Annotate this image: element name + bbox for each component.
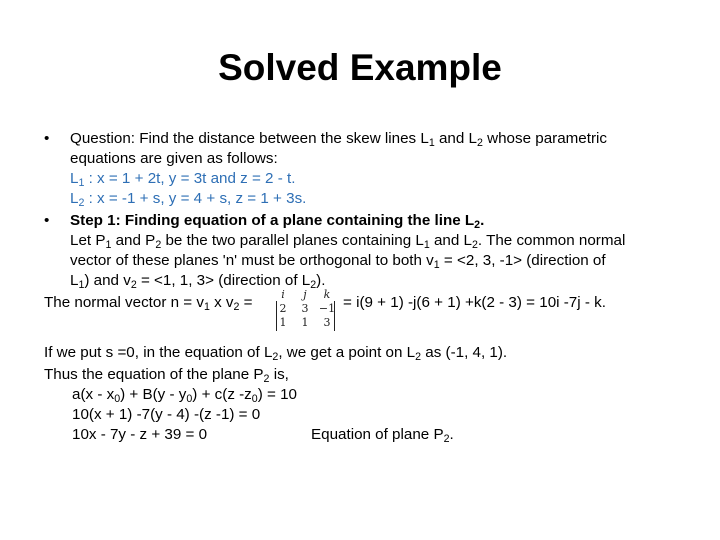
question-text: and L: [434, 130, 477, 147]
text: be the two parallel planes containing L: [161, 232, 424, 249]
line-l2-equation: [70, 189, 306, 209]
normal-vector-result: = i(9 + 1) -j(6 + 1) +k(2 - 3) = 10i -7j - k.: [343, 294, 606, 311]
text: as (-1, 4, 1).: [421, 344, 508, 361]
sub: 2: [78, 197, 85, 209]
text: ) + c(z -z: [192, 386, 252, 403]
sub: 1: [428, 137, 435, 149]
text: L: [70, 272, 79, 289]
matrix-cell: j: [303, 288, 307, 301]
step1-line-2: [70, 251, 606, 271]
plane-eq-label: [311, 425, 454, 445]
step1-heading: [70, 211, 484, 231]
sub: 0: [114, 393, 121, 405]
sub: 2: [471, 239, 478, 251]
matrix-cell: i: [281, 288, 285, 301]
text: = <2, 3, -1> (direction of: [439, 252, 606, 269]
sub: 1: [433, 259, 440, 271]
matrix-cell: 1: [279, 316, 287, 329]
matrix-cell: 1: [301, 316, 309, 329]
sub: 2: [130, 279, 137, 291]
plane-intro: [44, 365, 289, 385]
plane-eq-1: [72, 385, 297, 405]
text: .: [449, 426, 454, 443]
sub: 1: [203, 301, 210, 313]
text: vector of these planes 'n' must be orthogonal to both v: [70, 252, 434, 269]
bullet-step1: •: [44, 212, 50, 229]
text: =: [239, 294, 253, 311]
sub: 2: [415, 351, 422, 363]
normal-vector-line: [44, 293, 253, 313]
point-line: [44, 343, 507, 363]
l2-name: L: [70, 190, 79, 207]
bullet-question: •: [44, 130, 50, 147]
sub: 2: [476, 137, 483, 149]
sub: 2: [272, 351, 279, 363]
text: ).: [316, 272, 326, 289]
sub: 2: [474, 219, 481, 231]
sub: 2: [155, 239, 162, 251]
text: ) = 10: [257, 386, 297, 403]
text: , we get a point on L: [278, 344, 416, 361]
sub: 2: [263, 373, 270, 385]
sub: 1: [423, 239, 430, 251]
step1-line-1: [70, 231, 625, 251]
text: Thus the equation of the plane P: [44, 366, 264, 383]
text: The normal vector n = v: [44, 294, 204, 311]
text: . The common normal: [477, 232, 626, 249]
matrix-row: [272, 302, 338, 316]
sub: 0: [186, 393, 193, 405]
text: = <1, 1, 3> (direction of L: [136, 272, 311, 289]
question-text: whose parametric: [482, 130, 607, 147]
text: and P: [111, 232, 156, 249]
matrix-cell: 3: [301, 302, 309, 315]
matrix-row: [272, 288, 338, 302]
text: is,: [269, 366, 289, 383]
question-line-1: [70, 129, 607, 149]
sub: 2: [310, 279, 317, 291]
text: a(x - x: [72, 386, 115, 403]
matrix-cell: 2: [279, 302, 287, 315]
sub: 2: [233, 301, 240, 313]
plane-eq-3: 10x - 7y - z + 39 = 0: [72, 426, 208, 443]
text: and L: [429, 232, 472, 249]
sub: 1: [78, 177, 85, 189]
step1-heading-text: Step 1: Finding equation of a plane containing the line L: [70, 212, 475, 229]
sub: 1: [105, 239, 112, 251]
sub: 2: [443, 433, 450, 445]
question-line-2: equations are given as follows:: [70, 150, 278, 167]
text: Let P: [70, 232, 106, 249]
text: x v: [209, 294, 234, 311]
plane-eq-2: 10(x + 1) -7(y - 4) -(z -1) = 0: [72, 406, 261, 423]
determinant-matrix: [272, 288, 338, 330]
slide-title: Solved Example: [218, 47, 502, 88]
sub: 1: [78, 279, 85, 291]
matrix-cell: −1: [318, 302, 336, 315]
matrix-cell: k: [323, 288, 331, 301]
step1-heading-end: .: [480, 212, 485, 229]
matrix-cell: 3: [323, 316, 331, 329]
l1-eq: : x = 1 + 2t, y = 3t and z = 2 - t.: [84, 170, 296, 187]
line-l1-equation: [70, 169, 295, 189]
sub: 0: [251, 393, 258, 405]
question-label: Question:: [70, 130, 136, 147]
l2-eq: : x = -1 + s, y = 4 + s, z = 1 + 3s.: [84, 190, 307, 207]
text: ) and v: [84, 272, 131, 289]
matrix-row: [272, 316, 338, 330]
text: ) + B(y - y: [120, 386, 187, 403]
text: If we put s =0, in the equation of L: [44, 344, 273, 361]
l1-name: L: [70, 170, 79, 187]
text: Equation of plane P: [311, 426, 444, 443]
question-text: Find the distance between the skew lines L: [135, 130, 429, 147]
